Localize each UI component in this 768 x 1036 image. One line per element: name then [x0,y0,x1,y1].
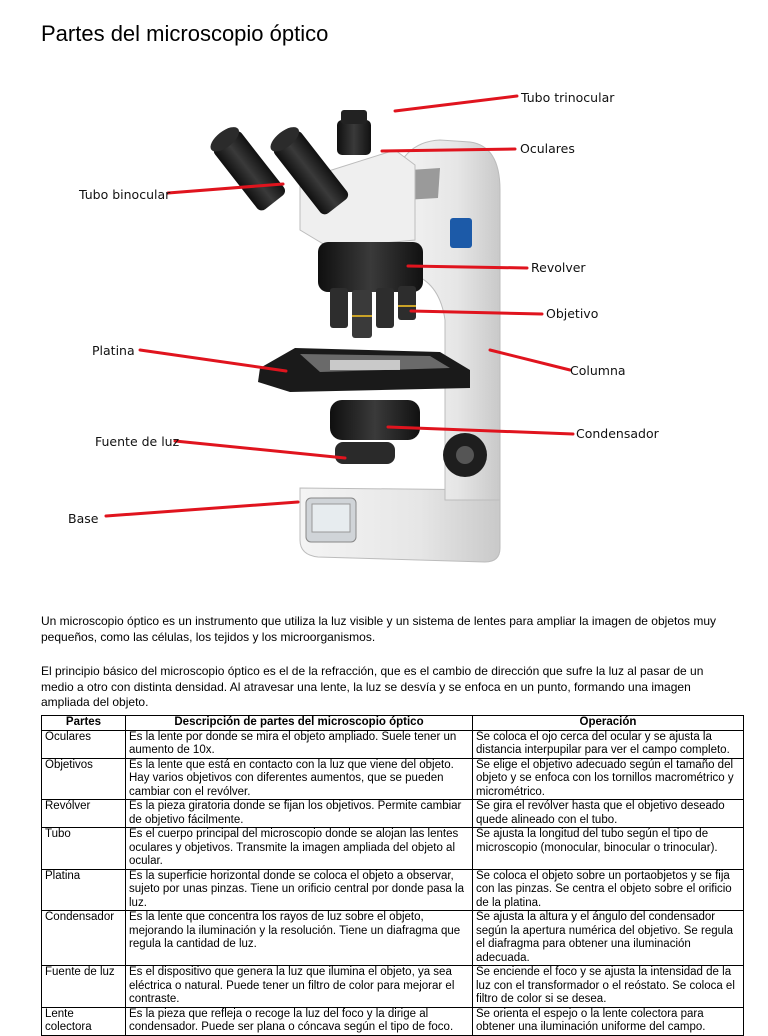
part-operation: Se gira el revólver hasta que el objetivo deseado quede alineado con el tubo. [473,800,744,828]
table-row [42,800,744,828]
label-oculares: Oculares [520,141,575,156]
part-name: Oculares [42,730,126,758]
part-description: Es la superficie horizontal donde se coloca el objeto a observar, sujeto por unas pinzas. Tiene un orificio central por donde pasa la luz. [126,869,473,911]
brand-badge [450,218,472,248]
label-platina: Platina [92,343,135,358]
table-row [42,1007,744,1035]
table-row [42,911,744,966]
leader-revolver [408,266,527,268]
parts-table [41,715,744,1036]
part-name: Tubo [42,828,126,870]
label-objetivo: Objetivo [546,306,599,321]
label-columna: Columna [570,363,626,378]
part-name: Fuente de luz [42,966,126,1008]
part-description: Es la pieza que refleja o recoge la luz del foco y la dirige al condensador. Puede ser plana o cóncava según el tipo de foco. [126,1007,473,1035]
label-tubo-trinocular: Tubo trinocular [521,90,615,105]
microscope-illustration [0,70,768,590]
table-row [42,828,744,870]
leader-fuente-de-luz [175,441,345,458]
table-row [42,758,744,800]
part-name: Lente colectora [42,1007,126,1035]
microscope-figure [0,70,768,590]
leader-objetivo [411,311,542,314]
table-header-row [42,716,744,731]
label-condensador: Condensador [576,426,659,441]
part-operation: Se enciende el foco y se ajusta la intensidad de la luz con el transformador o el reóstato. Se coloca el filtro de color si se desea. [473,966,744,1008]
part-operation: Se coloca el ojo cerca del ocular y se ajusta la distancia interpupilar para ver el campo completo. [473,730,744,758]
part-operation: Se elige el objetivo adecuado según el tamaño del objeto y se enfoca con los tornillos macrométrico y micrométrico. [473,758,744,800]
microscope-drawing [206,110,500,562]
label-tubo-binocular: Tubo binocular [79,187,171,202]
table-row [42,966,744,1008]
part-name: Revólver [42,800,126,828]
label-base: Base [68,511,99,526]
leader-oculares [382,149,515,151]
page-title: Partes del microscopio óptico [41,21,329,46]
header-descripcion: Descripción de partes del microscopio óptico [126,716,473,731]
leader-base [106,502,298,516]
table-row [42,730,744,758]
part-description: Es la pieza giratoria donde se fijan los objetivos. Permite cambiar de objetivo fácilmente. [126,800,473,828]
part-operation: Se orienta el espejo o la lente colectora para obtener una iluminación uniforme del campo. [473,1007,744,1035]
part-operation: Se coloca el objeto sobre un portaobjetos y se fija con las pinzas. Se centra el objeto sobre el orificio de la platina. [473,869,744,911]
part-description: Es la lente que está en contacto con la luz que viene del objeto. Hay varios objetivos con diferentes aumentos, que se pueden cambiar con el revólver. [126,758,473,800]
label-revolver: Revolver [531,260,586,275]
part-name: Platina [42,869,126,911]
label-fuente-de-luz: Fuente de luz [95,434,180,449]
part-name: Objetivos [42,758,126,800]
part-description: Es el dispositivo que genera la luz que ilumina el objeto, ya sea eléctrica o natural. Puede tener un filtro de color para mejorar el contraste. [126,966,473,1008]
leader-columna [490,350,570,370]
header-operacion: Operación [473,716,744,731]
part-name: Condensador [42,911,126,966]
principle-paragraph: El principio básico del microscopio óptico es el de la refracción, que es el cambio de dirección que sufre la luz al pasar de un medio a otro con distinta densidad. Al atravesar una lente, la luz se desvía y se enfoca en un punto, formando una imagen ampliada del objeto. [41,664,704,709]
part-operation: Se ajusta la altura y el ángulo del condensador según la apertura numérica del objetivo. Se regula el diafragma para obtener una iluminación adecuada. [473,911,744,966]
part-operation: Se ajusta la longitud del tubo según el tipo de microscopio (monocular, binocular o trinocular). [473,828,744,870]
leader-tubo-trinocular [395,96,517,111]
leader-platina [140,350,286,371]
part-description: Es la lente por donde se mira el objeto ampliado. Suele tener un aumento de 10x. [126,730,473,758]
part-description: Es el cuerpo principal del microscopio donde se alojan las lentes oculares y objetivos. Transmite la imagen ampliada del objeto al ocular. [126,828,473,870]
header-partes: Partes [42,716,126,731]
part-description: Es la lente que concentra los rayos de luz sobre el objeto, mejorando la iluminación y la resolución. Tiene un diafragma que regula la cantidad de luz. [126,911,473,966]
intro-paragraph: Un microscopio óptico es un instrumento que utiliza la luz visible y un sistema de lentes para ampliar la imagen de objetos muy pequeños, como las células, los tejidos y los microorganismos. [41,614,717,644]
table-row [42,869,744,911]
